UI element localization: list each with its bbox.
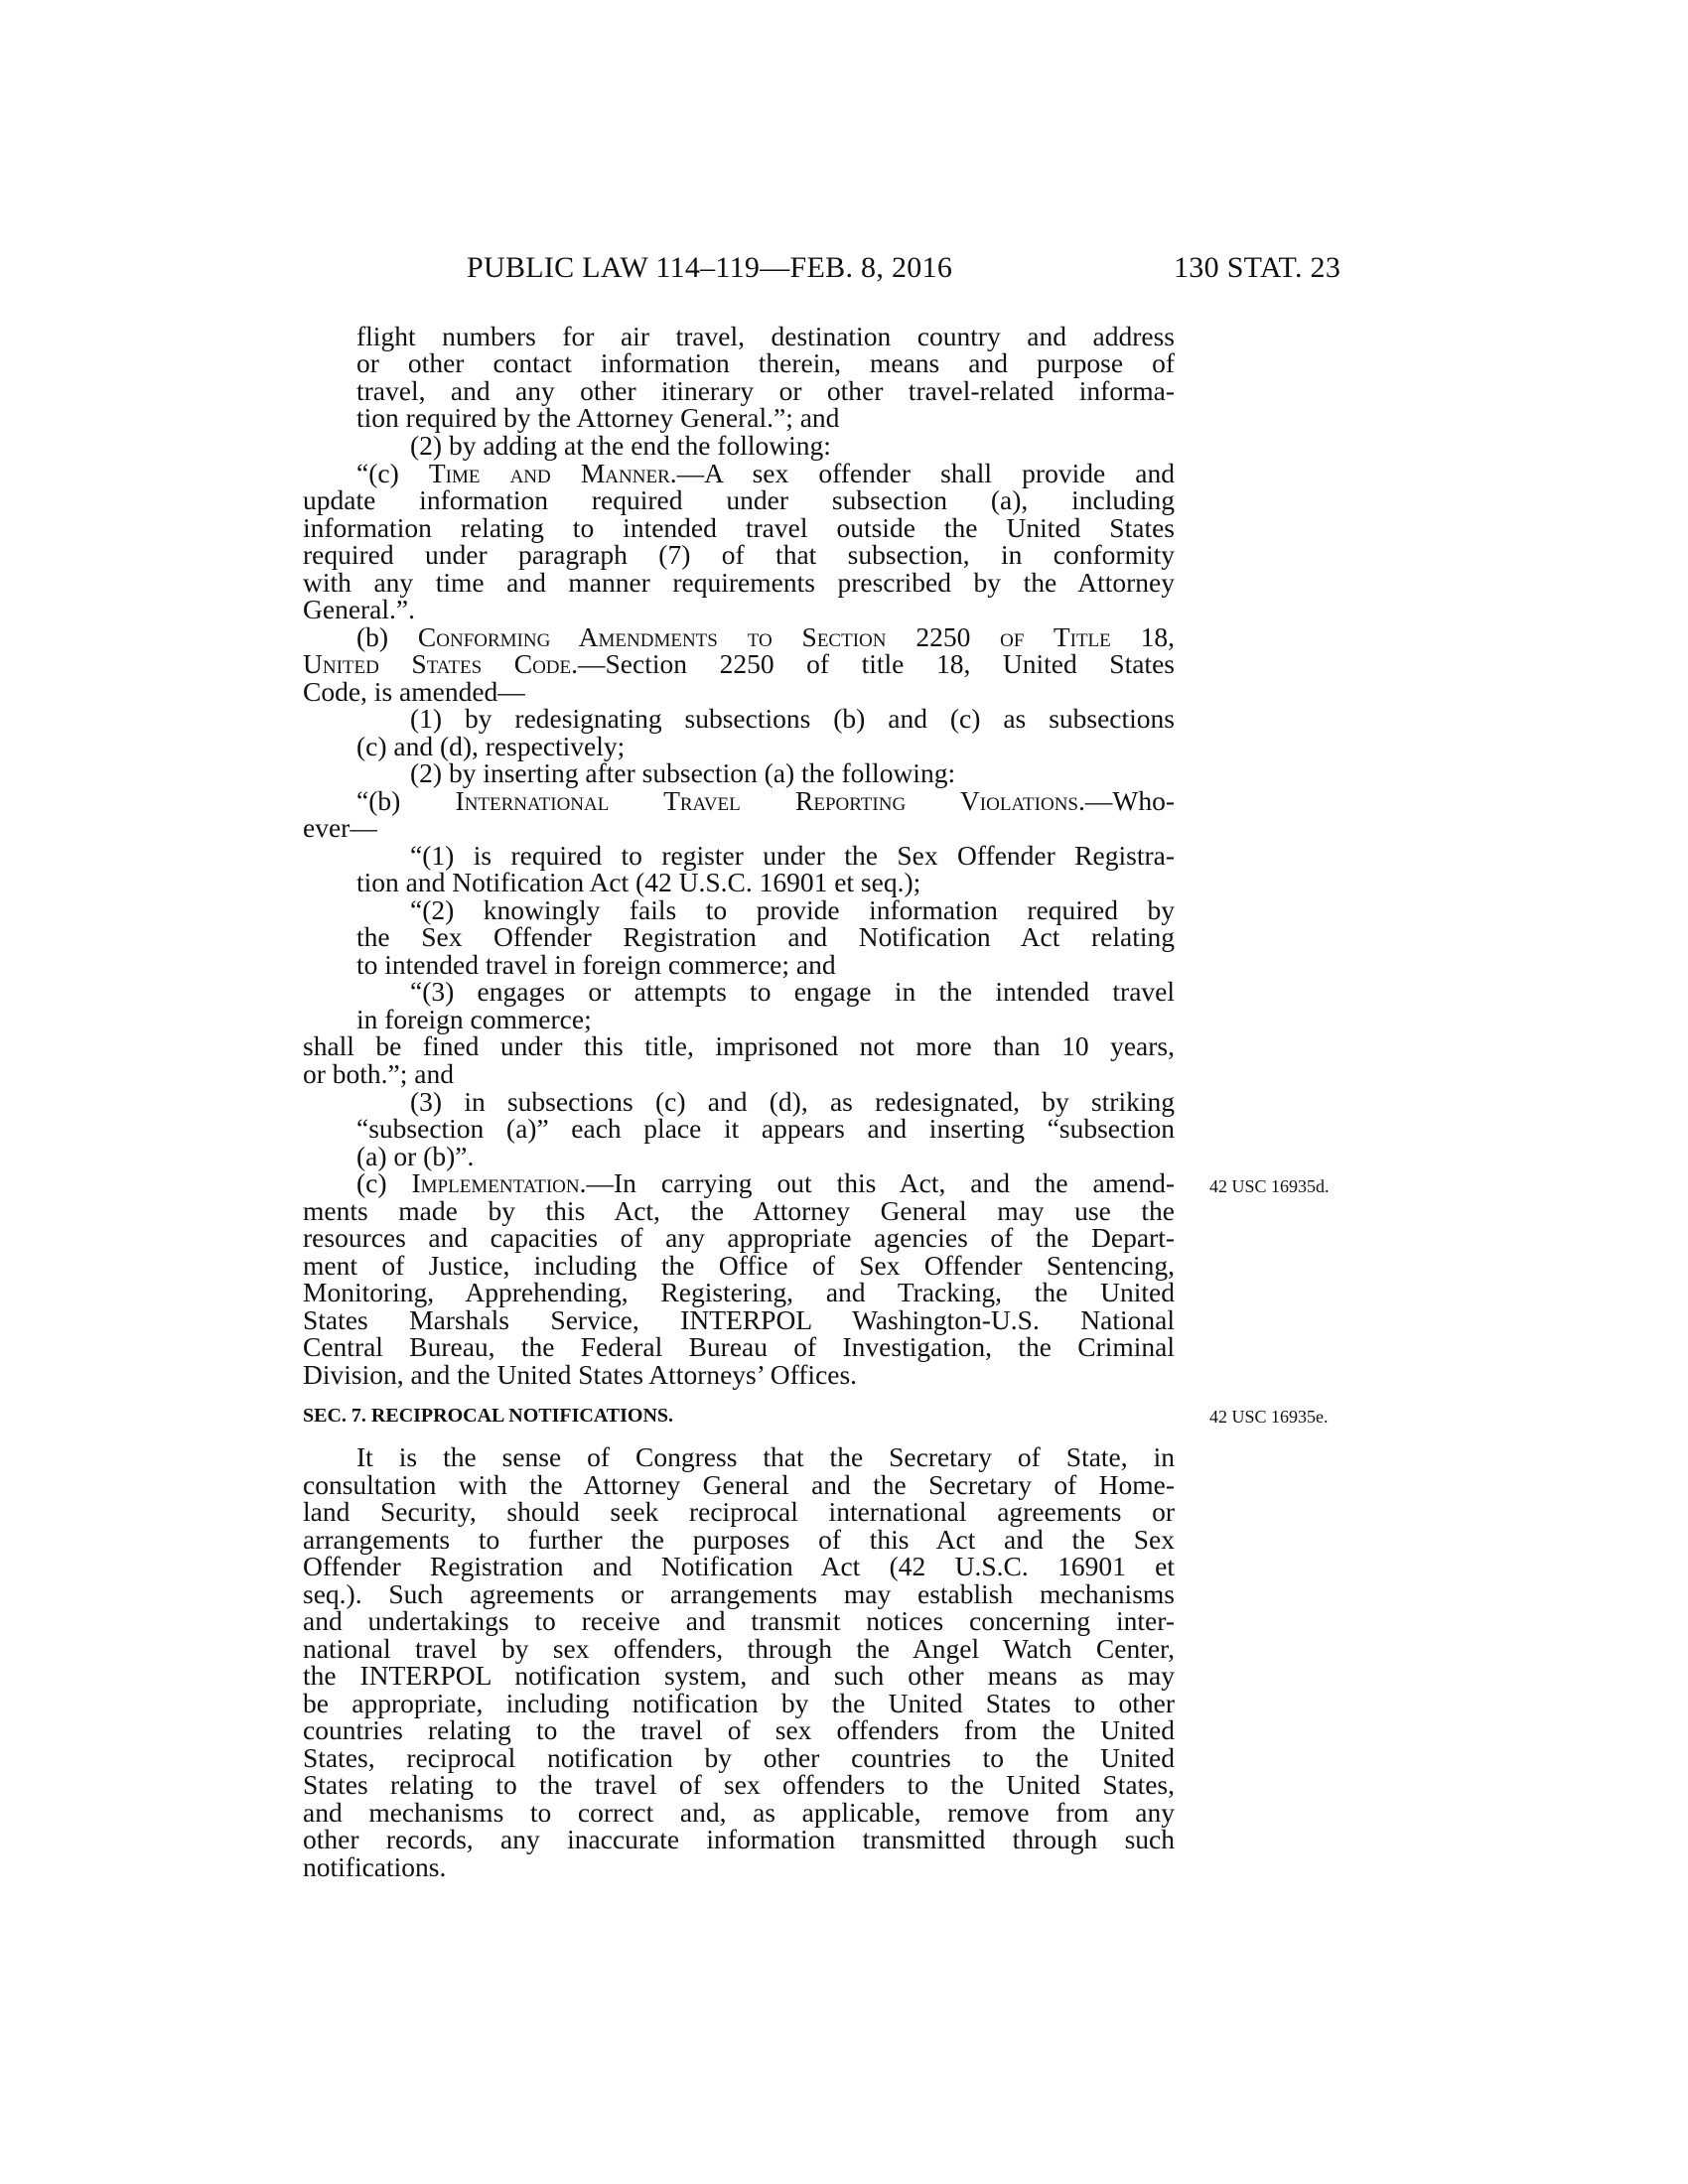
text-line: and mechanisms to correct and, as applicable, remove from any bbox=[303, 1797, 1175, 1828]
text-line: Offender Registration and Notification Act (42 U.S.C. 16901 et bbox=[303, 1551, 1175, 1581]
text-line: ments made by this Act, the Attorney General may use the bbox=[303, 1195, 1175, 1226]
text-line: (2) by inserting after subsection (a) the following: bbox=[410, 757, 956, 788]
text-line: the INTERPOL notification system, and such other means as may bbox=[303, 1660, 1175, 1691]
text-line: arrangements to further the purposes of this Act and the Sex bbox=[303, 1524, 1175, 1555]
section-heading: SEC. 7. RECIPROCAL NOTIFICATIONS. bbox=[303, 1405, 674, 1427]
text-line: shall be fined under this title, imprisoned not more than 10 years, bbox=[303, 1030, 1175, 1061]
text-line: national travel by sex offenders, through the Angel Watch Center, bbox=[303, 1633, 1175, 1664]
text-line: land Security, should seek reciprocal international agreements or bbox=[303, 1496, 1175, 1527]
text-run: “(c) bbox=[356, 458, 429, 488]
text-run: .—Who- bbox=[1078, 785, 1175, 816]
text-run: “(b) bbox=[356, 785, 456, 816]
text-line bbox=[303, 650, 1175, 678]
text-line: (2) by adding at the end the following: bbox=[410, 430, 831, 461]
text-line: General.”. bbox=[303, 594, 415, 624]
text-line: Code, is amended— bbox=[303, 676, 525, 707]
text-line: (1) by redesignating subsections (b) and (c) as subsections bbox=[410, 703, 1175, 734]
text-line: States Marshals Service, INTERPOL Washington-U.S. National bbox=[303, 1304, 1175, 1335]
running-head: PUBLIC LAW 114–119—FEB. 8, 2016 bbox=[467, 251, 953, 284]
text-line: seq.). Such agreements or arrangements may establish mechanisms bbox=[303, 1578, 1175, 1609]
marginal-note-citation: 42 USC 16935e. bbox=[1209, 1407, 1329, 1427]
text-line: be appropriate, including notification by the United States to other bbox=[303, 1688, 1175, 1718]
text-line: and undertakings to receive and transmit notices concerning inter- bbox=[303, 1605, 1175, 1636]
subsection-heading: Implementation bbox=[411, 1167, 580, 1198]
text-line: “(2) knowingly fails to provide information required by bbox=[410, 894, 1175, 925]
text-line: information relating to intended travel outside the United States bbox=[303, 512, 1175, 543]
text-line: or both.”; and bbox=[303, 1058, 454, 1089]
text-line: with any time and manner requirements prescribed by the Attorney bbox=[303, 567, 1175, 598]
subsection-b-conforming-amendments bbox=[356, 623, 1175, 651]
text-line: consultation with the Attorney General and the Secretary of Home- bbox=[303, 1469, 1175, 1500]
text-run: (c) bbox=[356, 1167, 412, 1198]
text-line: ment of Justice, including the Office of Sex Offender Sentencing, bbox=[303, 1250, 1175, 1281]
text-line: other records, any inaccurate information transmitted through such bbox=[303, 1824, 1175, 1854]
marginal-note-citation: 42 USC 16935d. bbox=[1209, 1176, 1330, 1196]
text-line: required under paragraph (7) of that subsection, in conformity bbox=[303, 539, 1175, 570]
text-line: travel, and any other itinerary or other travel-related informa- bbox=[356, 375, 1175, 406]
subsection-heading: International Travel Reporting Violations bbox=[455, 785, 1078, 816]
text-line: or other contact information therein, means and purpose of bbox=[356, 347, 1175, 378]
subsection-c-implementation bbox=[356, 1169, 1175, 1197]
text-run: .—Section 2250 of title 18, United States bbox=[571, 648, 1175, 679]
text-line: “(3) engages or attempts to engage in the intended travel bbox=[410, 976, 1175, 1007]
text-line: countries relating to the travel of sex offenders from the United bbox=[303, 1714, 1175, 1745]
text-line: tion and Notification Act (42 U.S.C. 16901 et seq.); bbox=[356, 867, 921, 897]
text-line: tion required by the Attorney General.”; and bbox=[356, 402, 840, 433]
page-number: 130 STAT. 23 bbox=[1174, 251, 1341, 284]
text-line: notifications. bbox=[303, 1851, 447, 1882]
text-line: (3) in subsections (c) and (d), as redesignated, by striking bbox=[410, 1086, 1175, 1117]
text-line: States relating to the travel of sex offenders to the United States, bbox=[303, 1769, 1175, 1800]
subsection-c-time-and-manner bbox=[356, 460, 1175, 487]
subsection-heading: Conforming Amendments to Section 2250 of Title 18, bbox=[417, 621, 1175, 652]
text-line: in foreign commerce; bbox=[356, 1004, 592, 1034]
text-line: “subsection (a)” each place it appears and inserting “subsection bbox=[356, 1113, 1175, 1144]
text-line: “(1) is required to register under the Sex Offender Registra- bbox=[410, 840, 1175, 871]
text-line: Monitoring, Apprehending, Registering, and Tracking, the United bbox=[303, 1277, 1175, 1307]
text-line: ever— bbox=[303, 812, 377, 843]
text-line: It is the sense of Congress that the Secretary of State, in bbox=[356, 1441, 1175, 1472]
text-line: to intended travel in foreign commerce; and bbox=[356, 949, 836, 980]
subsection-b-international-travel bbox=[356, 787, 1175, 815]
text-line: flight numbers for air travel, destination country and address bbox=[356, 321, 1175, 351]
text-line: (c) and (d), respectively; bbox=[356, 731, 626, 761]
text-run: .—A sex offender shall provide and bbox=[669, 458, 1175, 488]
subsection-heading: Time and Manner bbox=[428, 458, 670, 488]
text-line: resources and capacities of any appropriate agencies of the Depart- bbox=[303, 1222, 1175, 1253]
text-line: States, reciprocal notification by other countries to the United bbox=[303, 1742, 1175, 1773]
text-run: .—In carrying out this Act, and the amend- bbox=[579, 1167, 1175, 1198]
subsection-heading: United States Code bbox=[303, 648, 572, 679]
text-line: update information required under subsection (a), including bbox=[303, 484, 1175, 515]
text-line: Division, and the United States Attorneys’ Offices. bbox=[303, 1359, 858, 1390]
text-line: the Sex Offender Registration and Notification Act relating bbox=[356, 921, 1175, 952]
text-line: Central Bureau, the Federal Bureau of Investigation, the Criminal bbox=[303, 1331, 1175, 1362]
text-line: (a) or (b)”. bbox=[356, 1141, 475, 1171]
text-run: (b) bbox=[356, 621, 418, 652]
